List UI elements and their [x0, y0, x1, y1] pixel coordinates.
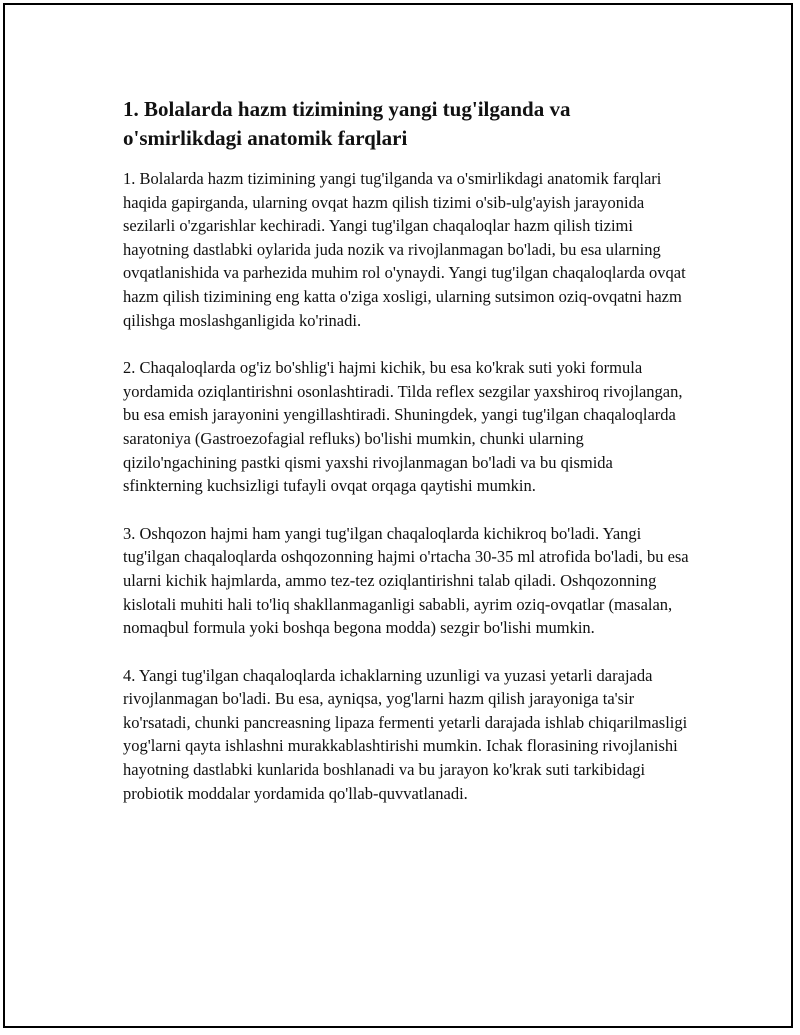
paragraph-1: 1. Bolalarda hazm tizimining yangi tug'ilganda va o'smirlikdagi anatomik farqlari haqida gapirganda, ularning ovqat hazm qilish tizimi o'sib-ulg'ayish jarayonida sezilarli o'zgarishlar kechiradi. Yangi tug'ilgan chaqaloqlar hazm qilish tizimi hayotning dastlabki oylarida juda nozik va rivojlanmagan bo'ladi, bu esa ularning ovqatlanishida va parhezida muhim rol o'ynaydi. Yangi tug'ilgan chaqaloqlarda ovqat hazm qilish tizimining eng katta o'ziga xosligi, ularning sutsimon oziq-ovqatni hazm qilishga moslashganligida ko'rinadi. [123, 169, 686, 330]
page-frame [3, 3, 793, 1028]
document-title: 1. Bolalarda hazm tizimining yangi tug'ilganda va o'smirlikdagi anatomik farqlari [123, 97, 571, 150]
paragraph-3: 3. Oshqozon hajmi ham yangi tug'ilgan chaqaloqlarda kichikroq bo'ladi. Yangi tug'ilgan chaqaloqlarda oshqozonning hajmi o'rtacha 30-35 ml atrofida bo'ladi, bu esa ularni kichik hajmlarda, ammo tez-tez oziqlantirishni talab qiladi. Oshqozonning kislotali muhiti hali to'liq shakllanmaganligi sababli, ayrim oziq-ovqatlar (masalan, nomaqbul formula yoki boshqa begona modda) sezgir bo'lishi mumkin. [123, 523, 689, 638]
paragraph-4: 4. Yangi tug'ilgan chaqaloqlarda ichaklarning uzunligi va yuzasi yetarli darajada rivojlanmagan bo'ladi. Bu esa, ayniqsa, yog'larni hazm qilish jarayoniga ta'sir ko'rsatadi, chunki pancreasning lipaza fermenti yetarli darajada ishlab chiqarilmasligi yog'larni qayta ishlashni murakkablashtirishi mumkin. Ichak florasining rivojlanishi hayotning dastlabki kunlarida boshlanadi va bu jarayon ko'krak suti tarkibidagi probiotik moddalar yordamida qo'llab-quvvatlanadi. [123, 665, 688, 803]
paragraph-2: 2. Chaqaloqlarda og'iz bo'shlig'i hajmi kichik, bu esa ko'krak suti yoki formula yordamida oziqlantirishni osonlashtiradi. Tilda reflex sezgilar yaxshiroq rivojlangan, bu esa emish jarayonini yengillashtiradi. Shuningdek, yangi tug'ilgan chaqaloqlarda saratoniya (Gastroezofagial refluks) bo'lishi mumkin, chunki ularning qizilo'ngachining pastki qismi yaxshi rivojlanmagan bo'ladi va bu qismida sfinkterning kuchsizligi tufayli ovqat orqaga qaytishi mumkin. [123, 358, 683, 496]
document-body [123, 95, 693, 829]
